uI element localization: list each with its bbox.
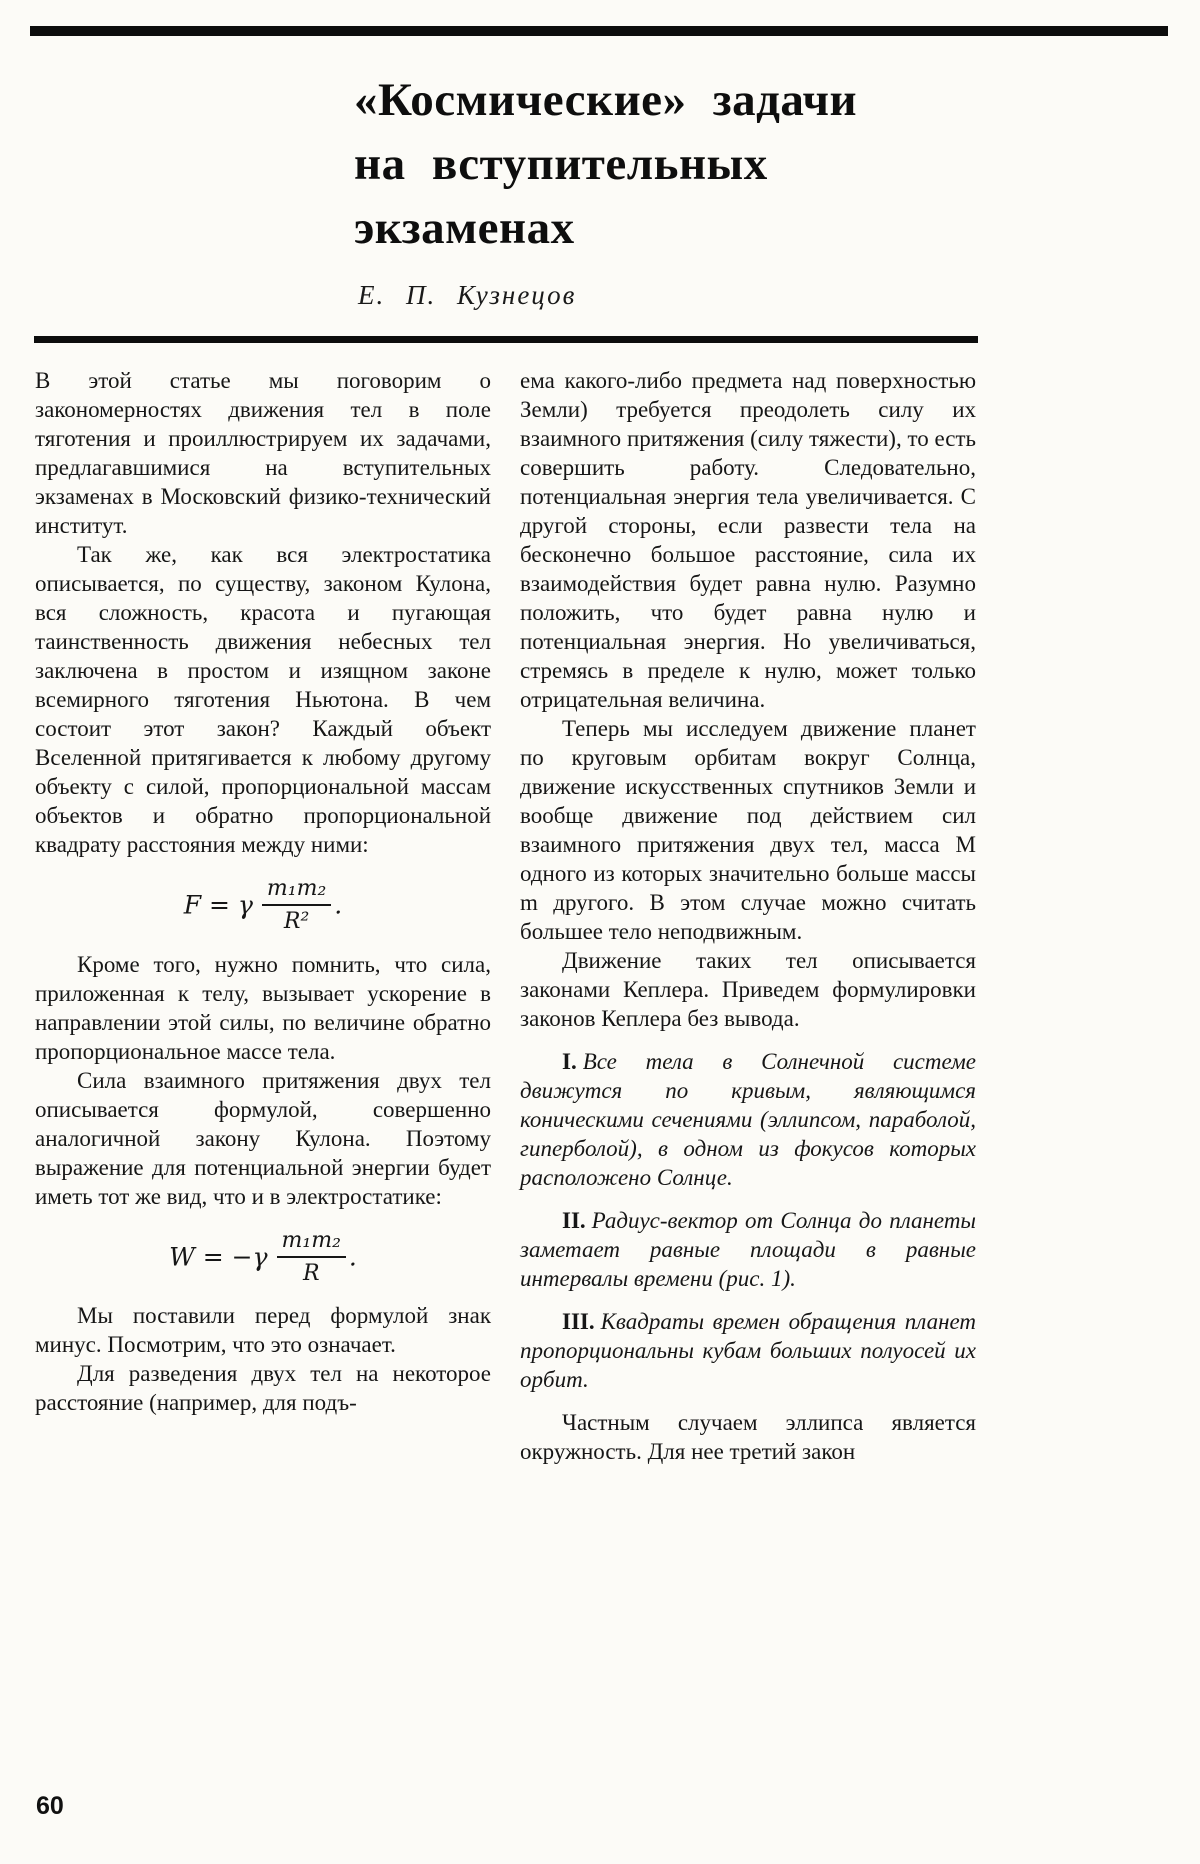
author-byline: Е. П. Кузнецов — [358, 280, 577, 310]
kepler-law-3-number: III. — [562, 1309, 595, 1334]
page-number: 60 — [36, 1792, 64, 1820]
paragraph-separation: Для разведения двух тел на некоторое расстояние (например, для подъ- — [35, 1361, 491, 1416]
formula-gravity-fraction — [262, 876, 331, 935]
paragraph-newton-law: Так же, как вся электростатика описывается, по существу, законом Кулона, вся сложность, красота и пугающая таинственность движения небесных тел заключена в простом и изящном законе всемирного тяготения Ньютона. В чем состоит этот закон? Каждый объект Вселенной притягивается к любому другому объекту с силой, пропорциональной массам объектов и обратно пропорциональной квадрату расстояния между ними: — [35, 542, 491, 857]
article-header — [354, 68, 954, 311]
kepler-law-1-text: Все тела в Солнечной системе движутся по кривым, являющимся коническими сечениями (эллипсом, параболой, гиперболой), в одном из фокусов которых расположено Солнце. — [520, 1049, 976, 1190]
left-column — [35, 366, 491, 1417]
formula-energy-period: . — [348, 1242, 357, 1272]
paragraph-orbits: Теперь мы исследуем движение планет по круговым орбитам вокруг Солнца, движение искусственных спутников Земли и вообще движение под действием сил взаимного притяжения двух тел, масса М одного из которых значительно больше массы m другого. В этом случае можно считать большее тело неподвижным. — [520, 716, 976, 944]
kepler-law-1 — [520, 1047, 976, 1192]
paragraph-separation-continued: ема какого-либо предмета над поверхностью Земли) требуется преодолеть силу их взаимного притяжения (силу тяжести), то есть совершить работу. Следовательно, потенциальная энергия тела увеличивается. С другой стороны, если развести тела на бесконечно большое расстояние, сила их взаимодействия будет равна нулю. Разумно положить, что будет равна нулю и потенциальная энергия. Но увеличиваться, стремясь в пределе к нулю, может только отрицательная величина. — [520, 368, 976, 712]
formula-energy-lhs: W = −γ — [169, 1242, 268, 1272]
formula-energy-numerator: m₁m₂ — [277, 1228, 346, 1258]
kepler-law-1-number: I. — [562, 1049, 577, 1074]
kepler-law-2 — [520, 1206, 976, 1293]
kepler-law-3-text: Квадраты времен обращения планет пропорциональны кубам больших полуосей их орбит. — [520, 1309, 976, 1392]
formula-gravity-lhs: F = γ — [183, 890, 253, 920]
paragraph-minus-sign: Мы поставили перед формулой знак минус. Посмотрим, что это означает. — [35, 1303, 491, 1358]
formula-gravity — [35, 876, 491, 935]
title-line-2: на вступительных — [354, 138, 768, 190]
formula-energy-denominator: R — [302, 1260, 320, 1286]
paragraph-potential-energy: Сила взаимного притяжения двух тел описывается формулой, совершенно аналогичной закону Кулона. Поэтому выражение для потенциальной энергии будет иметь тот же вид, что и в электростатике: — [35, 1067, 491, 1209]
kepler-law-3 — [520, 1307, 976, 1394]
formula-energy — [35, 1228, 491, 1287]
title-line-3: экзаменах — [354, 202, 575, 254]
formula-gravity-denominator: R² — [283, 909, 310, 935]
article-title — [354, 68, 954, 260]
formula-energy-fraction — [277, 1228, 346, 1287]
kepler-law-2-number: II. — [562, 1208, 586, 1233]
title-line-1: «Космические» задачи — [354, 74, 858, 126]
formula-gravity-numerator: m₁m₂ — [262, 876, 331, 906]
paragraph-intro: В этой статье мы поговорим о закономерностях движения тел в поле тяготения и проиллюстрируем их задачами, предлагавшимися на вступительных экзаменах в Московский физико-технический институт. — [35, 368, 491, 538]
divider-rule — [34, 336, 978, 343]
kepler-law-2-text: Радиус-вектор от Солнца до планеты заметает равные площади в равные интервалы времени (рис. 1). — [520, 1208, 976, 1291]
top-rule — [30, 26, 1168, 36]
paragraph-acceleration: Кроме того, нужно помнить, что сила, приложенная к телу, вызывает ускорение в направлении этой силы, по величине обратно пропорциональное массе тела. — [35, 951, 491, 1064]
paragraph-circle-case: Частным случаем эллипса является окружность. Для нее третий закон — [520, 1410, 976, 1464]
formula-gravity-period: . — [334, 890, 343, 920]
right-column — [520, 366, 976, 1466]
paragraph-kepler-intro: Движение таких тел описывается законами Кеплера. Приведем формулировки законов Кеплера без вывода. — [520, 948, 976, 1031]
